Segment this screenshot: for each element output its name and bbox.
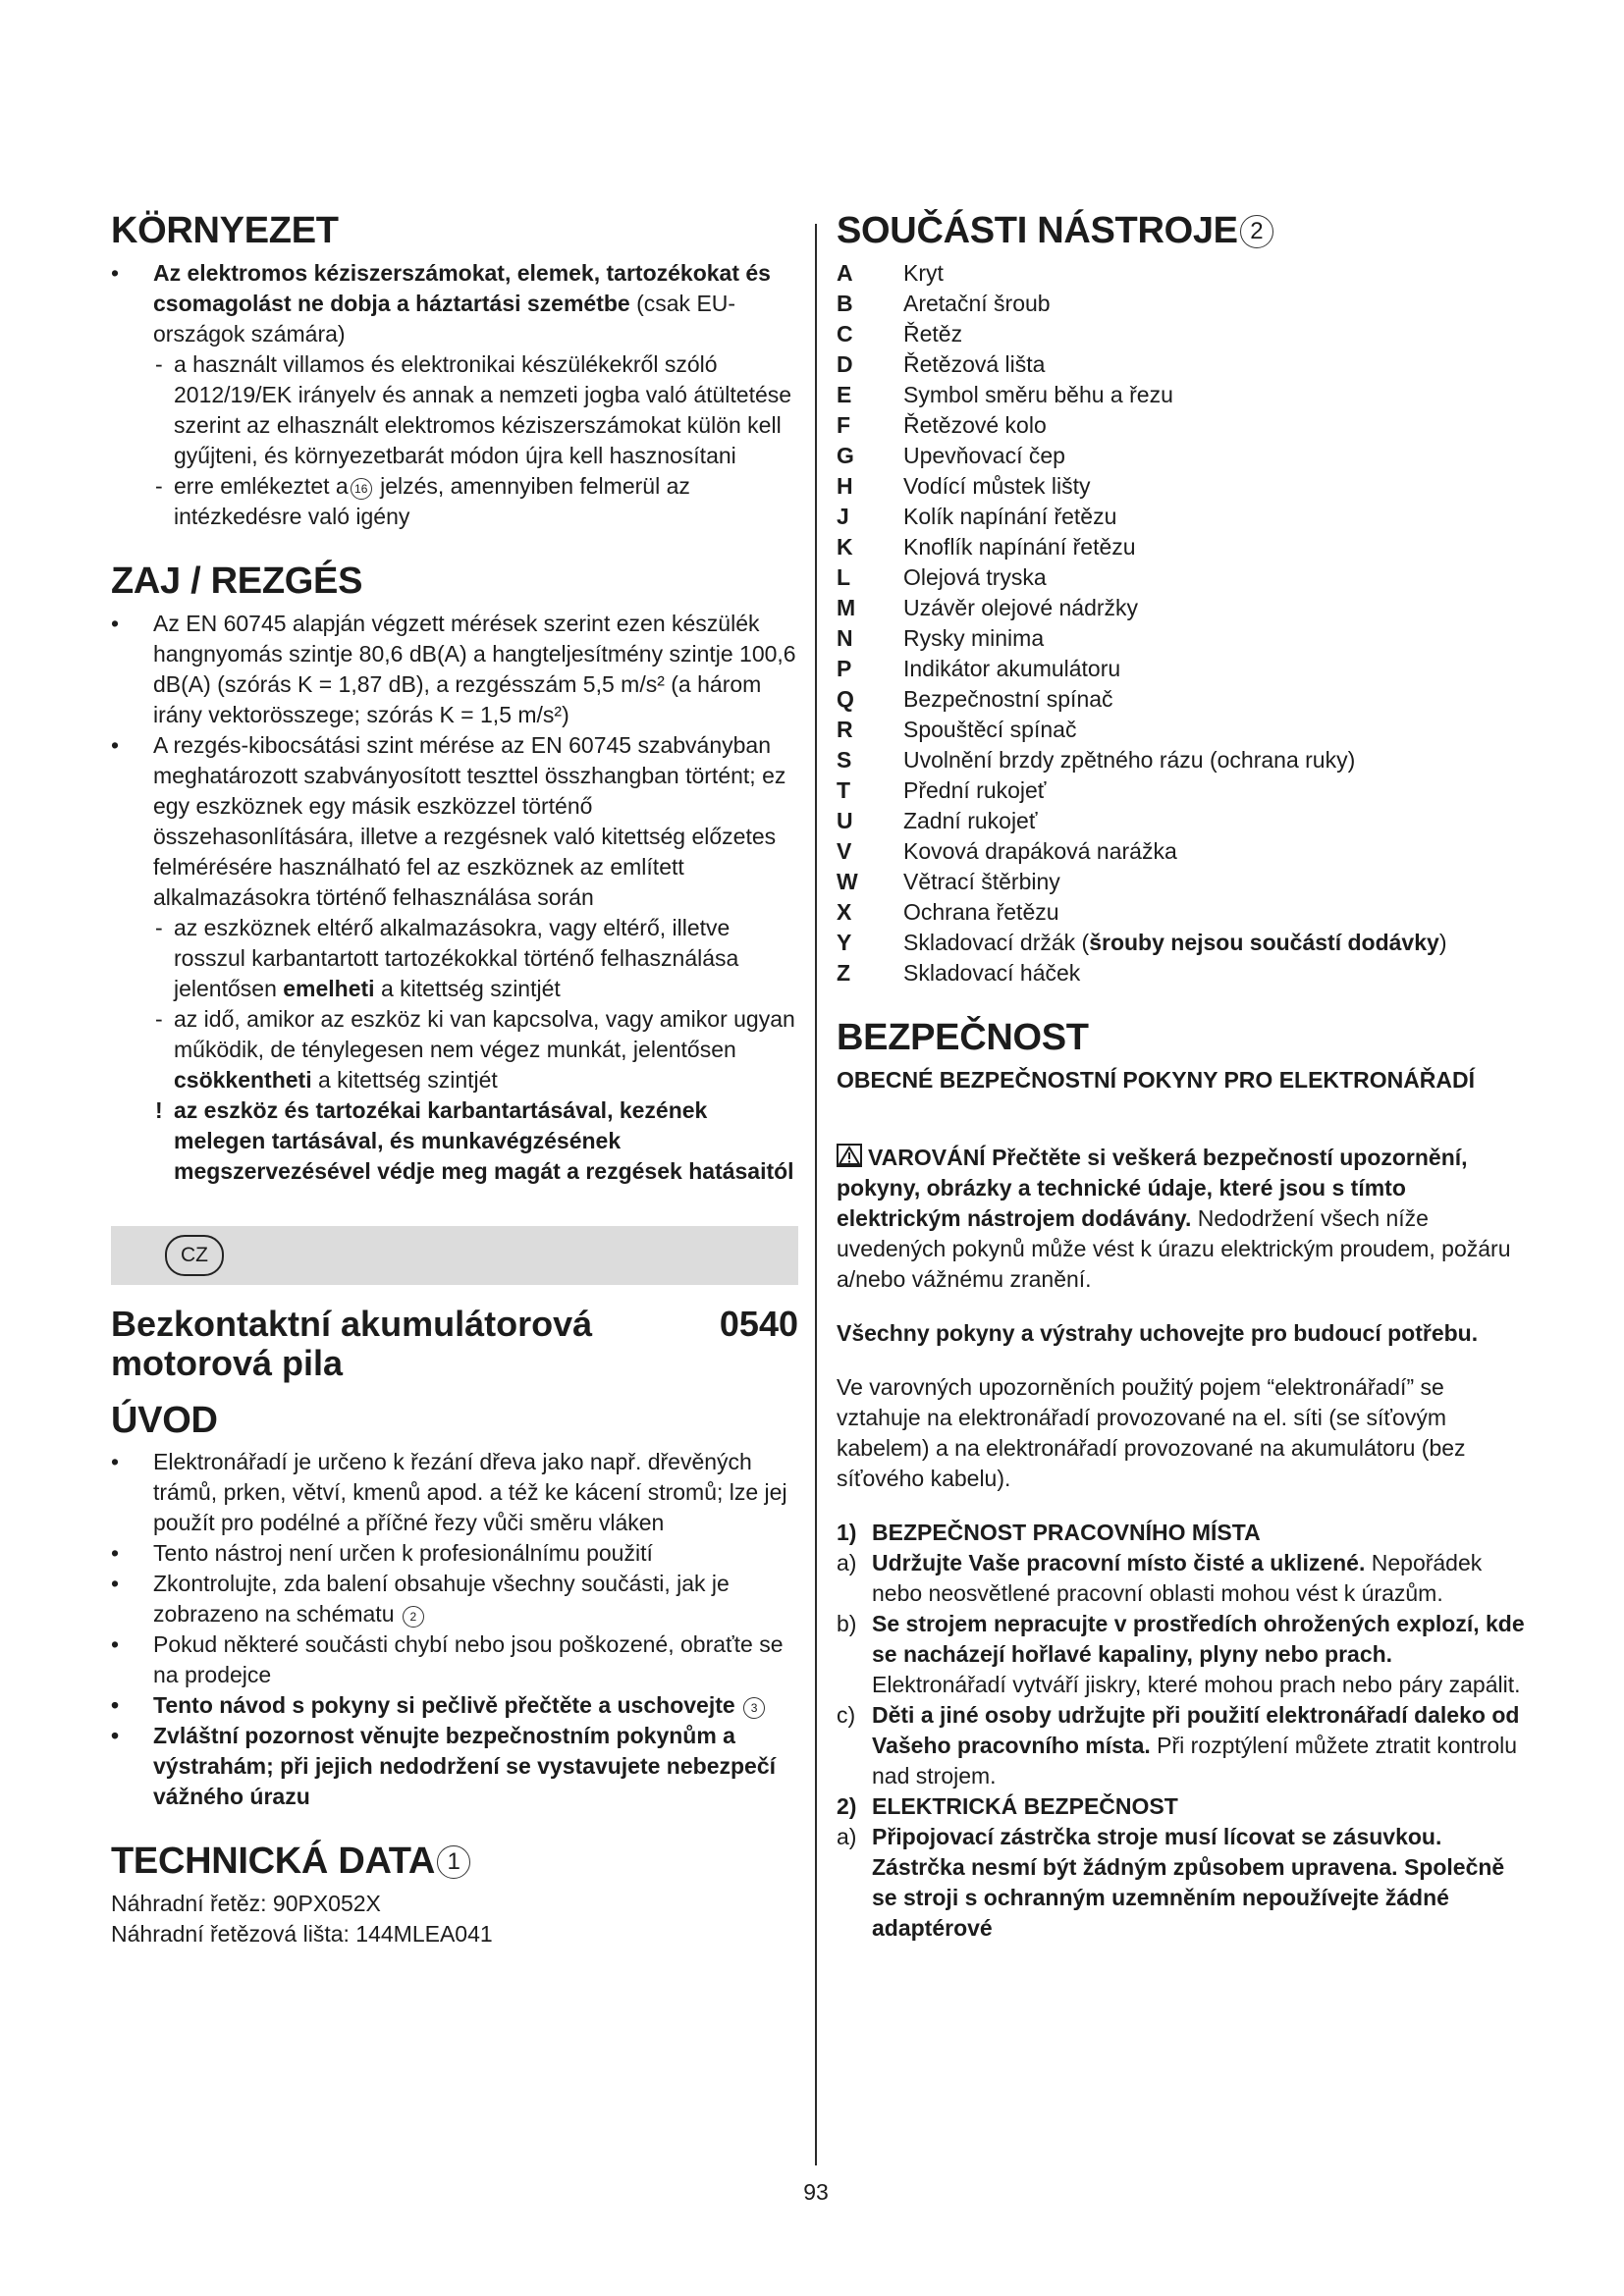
part-item: [837, 562, 1529, 593]
part-key: W: [837, 868, 858, 894]
language-band: [111, 1226, 798, 1285]
part-key: K: [837, 533, 853, 560]
language-badge: CZ: [165, 1235, 224, 1276]
noise-note: ! az eszköz és tartozékai karbantartásával, kezének melegen tartásával, és munkavégzésének megszervezésével védje meg magát a rezgések hatásaitól: [155, 1096, 794, 1184]
intro-bullet-6: • Zvláštní pozornost věnujte bezpečnostním pokynům a výstrahám; při jejich nedodržení se vystavujete nebezpečí vážného úrazu: [111, 1721, 798, 1812]
part-label: Větrací štěrbiny: [903, 868, 1060, 894]
part-item: [837, 471, 1529, 502]
section-2-title: 2) ELEKTRICKÁ BEZPEČNOST: [837, 1792, 1178, 1819]
part-label-close: ): [1438, 929, 1447, 955]
part-label: Řetězová lišta: [903, 350, 1046, 377]
environment-bullet-normal: (csak EU-országok számára): [153, 290, 736, 347]
intro-bullet-5: • Tento návod s pokyny si pečlivě přečtěte a uschovejte 3: [111, 1690, 798, 1721]
part-label: Zadní rukojeť: [903, 807, 1038, 833]
environment-bullet: [111, 258, 798, 349]
part-item: [837, 928, 1529, 958]
section-2a: a) Připojovací zástrčka stroje musí lícovat se zásuvkou. Zástrčka nesmí být žádným způsobem upravena. Společně se stroji s ochranným uzemněním nepoužívejte žádné adaptérové: [837, 1823, 1505, 1941]
intro-bullet-3: • Zkontrolujte, zda balení obsahuje všechny součásti, jak je zobrazeno na schématu 2: [111, 1569, 798, 1629]
part-key: L: [837, 563, 851, 590]
section-1-title: 1) BEZPEČNOST PRACOVNÍHO MÍSTA: [837, 1519, 1261, 1545]
part-key: Z: [837, 959, 851, 986]
part-label: Kryt: [903, 259, 944, 286]
figure-2-icon: 2: [403, 1606, 424, 1628]
part-item: [837, 593, 1529, 623]
part-item: [837, 289, 1529, 319]
safety-subheading: OBECNÉ BEZPEČNOSTNÍ POKYNY PRO ELEKTRONÁŘADÍ: [837, 1066, 1476, 1093]
part-label: Upevňovací čep: [903, 442, 1065, 468]
part-key: X: [837, 898, 852, 925]
environment-list: [111, 258, 798, 349]
part-label: Uvolnění brzdy zpětného rázu (ochrana ruky): [903, 746, 1356, 773]
section-1b: b) Se strojem nepracujte v prostředích ohrožených explozí, kde se nacházejí hořlavé kapaliny, plyny nebo prach. Elektronářadí vytváří jiskry, které mohou prach nebo páry zapálit.: [837, 1610, 1525, 1697]
part-item: [837, 349, 1529, 380]
part-key: M: [837, 594, 856, 620]
noise-heading: ZAJ / REZGÉS: [111, 560, 363, 602]
column-divider: [815, 224, 817, 2165]
product-model: 0540: [719, 1303, 798, 1344]
part-key: A: [837, 259, 853, 286]
part-label: Řetězové kolo: [903, 411, 1047, 438]
part-item: [837, 715, 1529, 745]
part-item: [837, 623, 1529, 654]
part-label: Bezpečnostní spínač: [903, 685, 1113, 712]
part-item: [837, 836, 1529, 867]
part-key: J: [837, 503, 849, 529]
noise-sub-2: - az idő, amikor az eszköz ki van kapcsolva, vagy amikor ugyan működik, de ténylegesen nem végez munkát, jelentősen csökkentheti a kitettség szintjét: [155, 1005, 795, 1093]
part-key: S: [837, 746, 852, 773]
part-item: [837, 775, 1529, 806]
section-1c: c) Děti a jiné osoby udržujte při použití elektronářadí daleko od Vašeho pracovního místa. Při rozptýlení můžete ztratit kontrolu nad strojem.: [837, 1701, 1520, 1789]
intro-bullet-2: • Tento nástroj není určen k profesionálnímu použití: [111, 1538, 798, 1569]
part-key: F: [837, 411, 851, 438]
part-label: Rysky minima: [903, 624, 1045, 651]
part-label: Knoflík napínání řetězu: [903, 533, 1136, 560]
parts-list: [837, 258, 1529, 988]
part-item: [837, 806, 1529, 836]
figure-2-icon: 2: [1240, 215, 1273, 248]
noise-sub-1: - az eszköznek eltérő alkalmazásokra, vagy eltérő, illetve rosszul karbantartott tartozékokkal történő felhasználása jelentősen emelheti a kitettség szintjét: [155, 914, 739, 1001]
intro-bullet-1: • Elektronářadí je určeno k řezání dřeva jako např. dřevěných trámů, prken, větví, kmenů apod. a též ke kácení stromů; lze jej použít pro podélné a příčné řezy vůči směru vláken: [111, 1447, 798, 1538]
part-label: Ochrana řetězu: [903, 898, 1059, 925]
warning-triangle-icon: [837, 1144, 862, 1167]
part-key: E: [837, 381, 852, 407]
part-key: C: [837, 320, 853, 347]
part-label: Skladovací držák (: [903, 929, 1090, 955]
product-title-line1: Bezkontaktní akumulátorová: [111, 1303, 593, 1344]
product-title-line2: motorová pila: [111, 1342, 344, 1383]
part-key: Q: [837, 685, 854, 712]
part-item: [837, 897, 1529, 928]
part-item: [837, 502, 1529, 532]
part-item: [837, 654, 1529, 684]
part-label: Kovová drapáková narážka: [903, 837, 1177, 864]
section-1a: a) Udržujte Vaše pracovní místo čisté a uklizené. Nepořádek nebo neosvětlené pracovní oblasti mohou vést k úrazům.: [837, 1549, 1483, 1606]
part-key: H: [837, 472, 853, 499]
left-column: [111, 211, 798, 1949]
part-key: B: [837, 290, 853, 316]
part-item: [837, 684, 1529, 715]
figure-3-icon: 3: [743, 1697, 765, 1719]
part-key: G: [837, 442, 854, 468]
right-column: [837, 211, 1529, 1944]
term-definition: Ve varovných upozorněních použitý pojem “elektronářadí” se vztahuje na elektronářadí provozované na el. síti (se síťovým kabelem) a na elektronářadí provozované na akumulátoru (bez síťového kabelu).: [837, 1373, 1466, 1491]
part-key: V: [837, 837, 852, 864]
parts-heading: SOUČÁSTI NÁSTROJE 2: [837, 211, 1529, 252]
part-label: Olejová tryska: [903, 563, 1047, 590]
part-item: [837, 958, 1529, 988]
part-item: [837, 258, 1529, 289]
part-key: D: [837, 350, 853, 377]
figure-1-icon: 1: [437, 1845, 470, 1879]
technical-heading: TECHNICKÁ DATA 1: [111, 1842, 798, 1883]
part-item: [837, 380, 1529, 410]
part-item: [837, 532, 1529, 562]
technical-line-2: Náhradní řetězová lišta: 144MLEA041: [111, 1921, 493, 1948]
noise-bullet-2: • A rezgés-kibocsátási szint mérése az EN 60745 szabványban meghatározott szabványosított teszttel összhangban történt; ez egy eszköznek egy másik eszközzel történő összehasonlítására, illetve a rezgésnek való kitettség előzetes felmérésére használható fel az eszköznek az említett alkalmazásokra történő felhasználása során: [111, 730, 798, 913]
part-label-bold: šrouby nejsou součástí dodávky: [1089, 929, 1439, 955]
part-label: Uzávěr olejové nádržky: [903, 594, 1139, 620]
product-title: [111, 1305, 798, 1383]
intro-list: [111, 1447, 798, 1812]
part-label: Skladovací háček: [903, 959, 1081, 986]
part-label: Vodící můstek lišty: [903, 472, 1091, 499]
part-key: T: [837, 776, 851, 803]
part-key: N: [837, 624, 853, 651]
environment-sub-2: - erre emlékeztet a 16 jelzés, amennyiben felmerül az intézkedésre való igény: [155, 472, 690, 529]
part-item: [837, 745, 1529, 775]
environment-bullet-bold: Az elektromos kéziszerszámokat, elemek, tartozékokat és csomagolást ne dobja a háztartási szemétbe: [153, 259, 771, 316]
technical-line-1: Náhradní řetěz: 90PX052X: [111, 1891, 381, 1917]
part-item: [837, 867, 1529, 897]
part-item: [837, 410, 1529, 441]
part-label: Aretační šroub: [903, 290, 1051, 316]
part-label: Symbol směru běhu a řezu: [903, 381, 1173, 407]
symbol-16-icon: 16: [351, 478, 372, 500]
part-item: [837, 441, 1529, 471]
part-key: P: [837, 655, 852, 681]
part-key: U: [837, 807, 853, 833]
noise-list: [111, 609, 798, 913]
keep-instructions: Všechny pokyny a výstrahy uchovejte pro budoucí potřebu.: [837, 1319, 1479, 1346]
part-label: Přední rukojeť: [903, 776, 1047, 803]
part-key: R: [837, 716, 853, 742]
page-number: 93: [803, 2179, 829, 2205]
part-label: Kolík napínání řetězu: [903, 503, 1117, 529]
noise-bullet-1: • Az EN 60745 alapján végzett mérések szerint ezen készülék hangnyomás szintje 80,6 dB(A) a hangteljesítmény szintje 100,6 dB(A) (szórás K = 1,87 dB), a rezgésszám 5,5 m/s² (a három irány vektorösszege; szórás K = 1,5 m/s²): [111, 609, 798, 730]
intro-bullet-4: • Pokud některé součásti chybí nebo jsou poškozené, obraťte se na prodejce: [111, 1629, 798, 1690]
part-key: Y: [837, 929, 852, 955]
part-item: [837, 319, 1529, 349]
environment-sub-1: - a használt villamos és elektronikai készülékekről szóló 2012/19/EK irányelv és annak a nemzeti jogba való átültetése szerint az elhasznált elektromos kéziszerszámokat külön kell gyűjteni, és környezetbarát módon újra kell hasznosítani: [155, 350, 792, 468]
safety-heading: BEZPEČNOST: [837, 1016, 1089, 1058]
environment-heading: KÖRNYEZET: [111, 210, 339, 251]
exclamation-icon: !: [155, 1096, 163, 1123]
intro-heading: ÚVOD: [111, 1399, 218, 1441]
part-label: Spouštěcí spínač: [903, 716, 1077, 742]
part-label: Indikátor akumulátoru: [903, 655, 1121, 681]
part-label: Řetěz: [903, 320, 963, 347]
warning-paragraph: VAROVÁNÍ Přečtěte si veškerá bezpečností upozornění, pokyny, obrázky a technické údaje, které jsou s tímto elektrickým nástrojem dodávány. Nedodržení všech níže uvedených pokynů může vést k úrazu elektrickým proudem, požáru a/nebo vážnému zranění.: [837, 1144, 1511, 1292]
